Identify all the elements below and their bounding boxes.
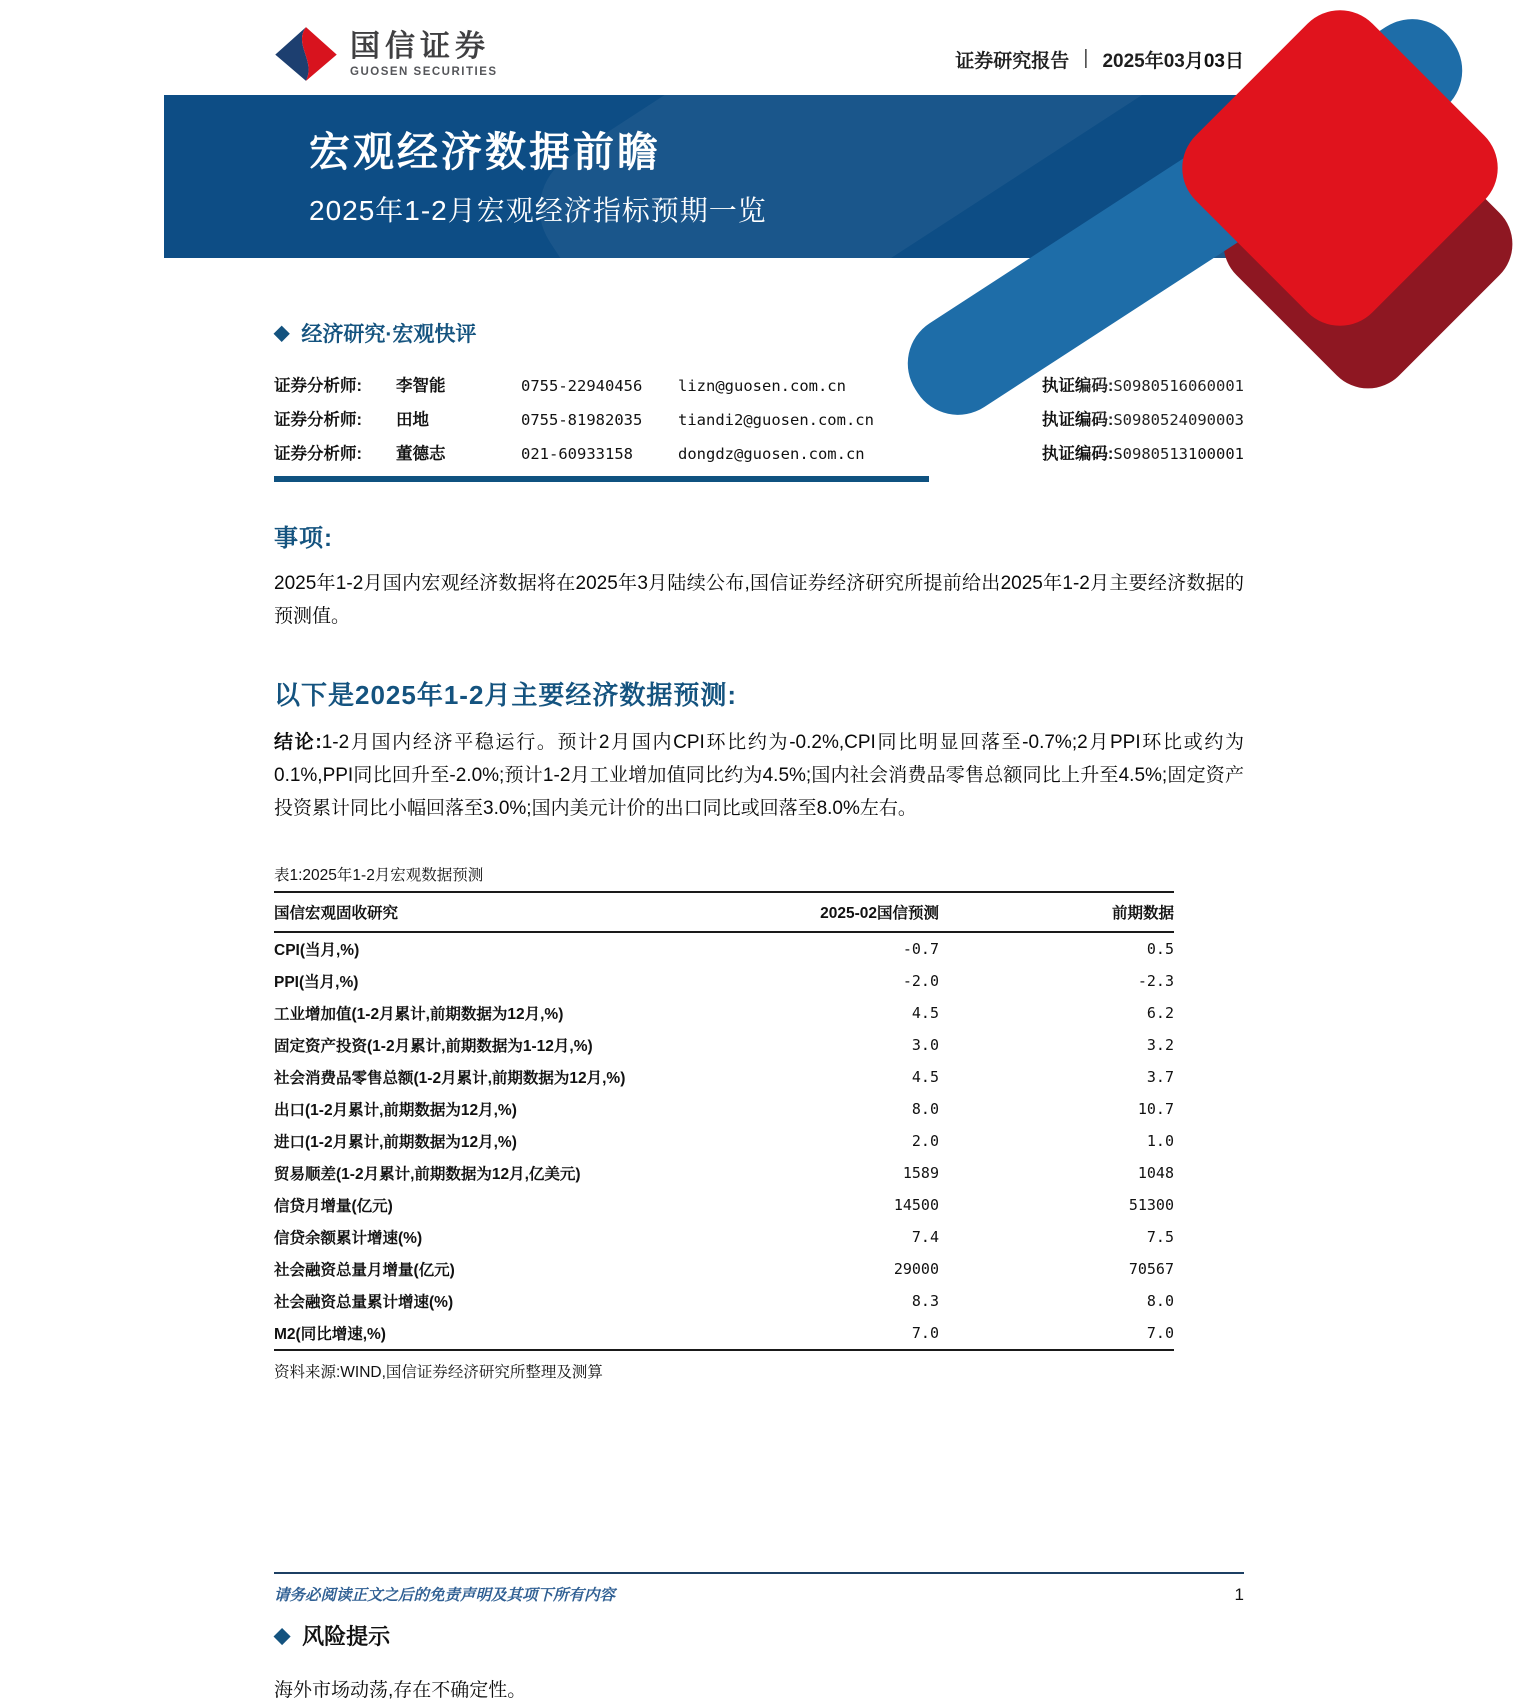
forecast-value-cell: 8.3 bbox=[911, 1292, 939, 1311]
table-source: 资料来源:WIND,国信证券经济研究所整理及测算 bbox=[274, 1364, 603, 1382]
report-subtitle: 2025年1-2月宏观经济指标预期一览 bbox=[309, 195, 767, 226]
table-row bbox=[274, 932, 1174, 965]
analyst-row bbox=[274, 440, 1244, 464]
table-row bbox=[274, 965, 1174, 997]
banner-text bbox=[164, 95, 1355, 229]
diamond-icon: ◆ bbox=[274, 1624, 291, 1648]
column-header-indicator: 国信宏观固收研究 bbox=[274, 892, 729, 932]
license-label: 执证编码: bbox=[1041, 445, 1114, 463]
previous-value-cell: 51300 bbox=[1128, 1196, 1174, 1215]
previous-value-cell: 0.5 bbox=[1146, 940, 1174, 959]
conclusion-text: 1-2月国内经济平稳运行。预计2月国内CPI环比约为-0.2%,CPI同比明显回落至-0.7%;2月PPI环比或约为0.1%,PPI同比回升至-2.0%;预计1-2月工业增加值同比约为4.5%;国内社会消费品零售总额同比上升至4.5%;固定资产投资累计同比小幅回落至3.0%;国内美元计价的出口同比或回落至8.0%左右。 bbox=[274, 732, 1244, 819]
analyst-phone: 0755-81982035 bbox=[521, 411, 643, 429]
logo-text bbox=[350, 30, 498, 78]
report-type-label: 证券研究报告 bbox=[955, 51, 1070, 72]
indicator-cell: 社会消费品零售总额(1-2月累计,前期数据为12月,%) bbox=[274, 1070, 626, 1088]
forecast-value-cell: 7.0 bbox=[729, 1317, 939, 1350]
indicator-cell: 信贷余额累计增速(%) bbox=[274, 1230, 423, 1248]
analyst-role-label: 证券分析师: bbox=[274, 411, 362, 429]
indicator-cell: M2(同比增速,%) bbox=[274, 1317, 729, 1350]
indicator-cell: 固定资产投资(1-2月累计,前期数据为1-12月,%) bbox=[274, 1038, 593, 1056]
logo-name-cn: 国信证券 bbox=[350, 30, 490, 63]
indicator-cell: 信贷月增量(亿元) bbox=[274, 1198, 393, 1216]
page-number: 1 bbox=[1234, 1585, 1244, 1604]
previous-value-cell: 3.2 bbox=[1146, 1036, 1174, 1055]
indicator-cell: 进口(1-2月累计,前期数据为12月,%) bbox=[274, 1134, 517, 1152]
table-row bbox=[274, 1285, 1174, 1317]
analyst-email: lizn@guosen.com.cn bbox=[678, 377, 846, 395]
previous-value-cell: 1048 bbox=[1137, 1164, 1174, 1183]
license-code: S0980513100001 bbox=[1113, 445, 1244, 463]
indicator-cell: CPI(当月,%) bbox=[274, 942, 360, 960]
analyst-name: 田地 bbox=[396, 411, 429, 429]
report-title: 宏观经济数据前瞻 bbox=[309, 129, 661, 175]
analyst-name: 李智能 bbox=[396, 377, 446, 395]
footer-disclaimer: 请务必阅读正文之后的免责声明及其项下所有内容 bbox=[274, 1587, 616, 1604]
previous-value-cell: -2.3 bbox=[1137, 972, 1174, 991]
previous-value-cell: 8.0 bbox=[1146, 1292, 1174, 1311]
risk-paragraph: 海外市场动荡,存在不确定性。 bbox=[274, 1680, 527, 1702]
analyst-email: dongdz@guosen.com.cn bbox=[678, 445, 865, 463]
analyst-role-label: 证券分析师: bbox=[274, 377, 362, 395]
forecast-value-cell: 1589 bbox=[902, 1164, 939, 1183]
table-row bbox=[274, 1125, 1174, 1157]
license-label: 执证编码: bbox=[1041, 411, 1114, 429]
previous-value-cell: 3.7 bbox=[1146, 1068, 1174, 1087]
table-row bbox=[274, 1029, 1174, 1061]
forecast-table bbox=[274, 891, 1174, 1351]
indicator-cell: 贸易顺差(1-2月累计,前期数据为12月,亿美元) bbox=[274, 1166, 581, 1184]
report-body bbox=[164, 318, 1355, 1702]
table-row bbox=[274, 1317, 1174, 1350]
table-row bbox=[274, 1157, 1174, 1189]
table-row bbox=[274, 1061, 1174, 1093]
risk-heading-label: 风险提示 bbox=[302, 1624, 391, 1650]
previous-value-cell: 1.0 bbox=[1146, 1132, 1174, 1151]
previous-value-cell: 10.7 bbox=[1137, 1100, 1174, 1119]
indicator-cell: PPI(当月,%) bbox=[274, 974, 359, 992]
license-code: S0980516060001 bbox=[1113, 377, 1244, 395]
table-header-row bbox=[274, 892, 1174, 932]
previous-value-cell: 7.0 bbox=[939, 1317, 1174, 1350]
conclusion-label: 结论: bbox=[274, 732, 322, 754]
analyst-divider bbox=[274, 476, 929, 482]
previous-value-cell: 7.5 bbox=[1146, 1228, 1174, 1247]
table-row bbox=[274, 997, 1174, 1029]
forecast-table-body bbox=[274, 932, 1174, 1350]
meta-separator: | bbox=[1083, 47, 1089, 69]
report-page bbox=[164, 0, 1355, 1702]
license-label: 执证编码: bbox=[1041, 377, 1114, 395]
forecast-value-cell: 4.5 bbox=[911, 1068, 939, 1087]
section-tag-label: 经济研究·宏观快评 bbox=[301, 323, 477, 346]
analyst-email: tiandi2@guosen.com.cn bbox=[678, 411, 874, 429]
matters-paragraph: 2025年1-2月国内宏观经济数据将在2025年3月陆续公布,国信证券经济研究所提前给出2025年1-2月主要经济数据的预测值。 bbox=[274, 573, 1244, 627]
column-header-previous: 前期数据 bbox=[939, 892, 1174, 932]
previous-value-cell: 70567 bbox=[1128, 1260, 1174, 1279]
table-row bbox=[274, 1221, 1174, 1253]
column-header-forecast: 2025-02国信预测 bbox=[729, 892, 939, 932]
indicator-cell: 出口(1-2月累计,前期数据为12月,%) bbox=[274, 1102, 517, 1120]
forecast-value-cell: 8.0 bbox=[911, 1100, 939, 1119]
indicator-cell: 工业增加值(1-2月累计,前期数据为12月,%) bbox=[274, 1006, 564, 1024]
forecast-value-cell: 29000 bbox=[893, 1260, 939, 1279]
analyst-phone: 021-60933158 bbox=[521, 445, 633, 463]
analyst-phone: 0755-22940456 bbox=[521, 377, 643, 395]
previous-value-cell: 6.2 bbox=[1146, 1004, 1174, 1023]
matters-heading: 事项: bbox=[274, 525, 333, 552]
guosen-logo bbox=[274, 26, 498, 82]
risk-heading bbox=[274, 1620, 1244, 1651]
conclusion-paragraph bbox=[274, 727, 1244, 825]
page-footer bbox=[274, 1572, 1244, 1605]
forecast-heading: 以下是2025年1-2月主要经济数据预测: bbox=[274, 680, 738, 711]
table-row bbox=[274, 1253, 1174, 1285]
analyst-role-label: 证券分析师: bbox=[274, 445, 362, 463]
forecast-value-cell: 3.0 bbox=[911, 1036, 939, 1055]
indicator-cell: 社会融资总量累计增速(%) bbox=[274, 1294, 454, 1312]
table-row bbox=[274, 1189, 1174, 1221]
diamond-icon: ◆ bbox=[274, 322, 290, 344]
indicator-cell: 社会融资总量月增量(亿元) bbox=[274, 1262, 455, 1280]
table-row bbox=[274, 1093, 1174, 1125]
table-caption: 表1:2025年1-2月宏观数据预测 bbox=[274, 867, 484, 885]
forecast-value-cell: 2.0 bbox=[911, 1132, 939, 1151]
forecast-value-cell: 14500 bbox=[893, 1196, 939, 1215]
forecast-value-cell: -2.0 bbox=[902, 972, 939, 991]
forecast-table-head bbox=[274, 892, 1174, 932]
analyst-name: 董德志 bbox=[396, 445, 446, 463]
forecast-value-cell: 7.4 bbox=[911, 1228, 939, 1247]
license-code: S0980524090003 bbox=[1113, 411, 1244, 429]
forecast-value-cell: -0.7 bbox=[902, 940, 939, 959]
logo-name-en: GUOSEN SECURITIES bbox=[350, 66, 498, 78]
report-date: 2025年03月03日 bbox=[1102, 51, 1244, 72]
guosen-logo-icon bbox=[274, 26, 338, 82]
title-banner bbox=[164, 95, 1355, 258]
forecast-value-cell: 4.5 bbox=[911, 1004, 939, 1023]
